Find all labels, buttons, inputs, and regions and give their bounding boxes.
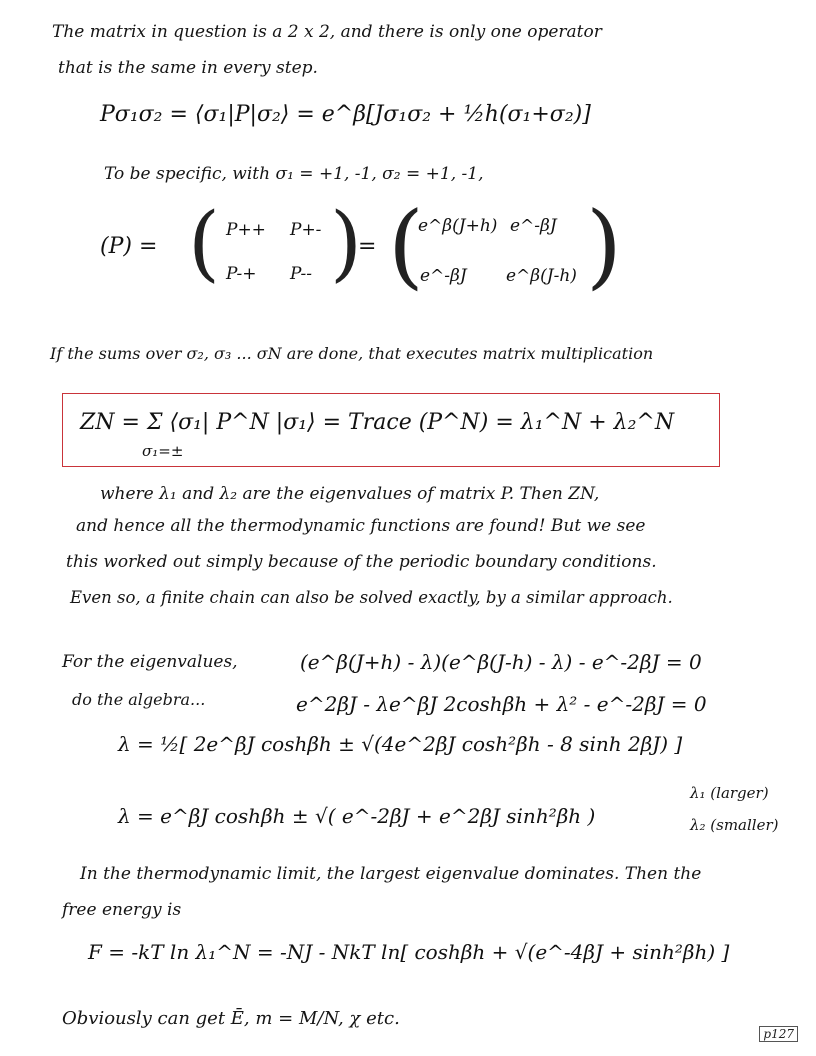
matrix1-cell: P++	[226, 220, 266, 240]
boxed-equation: ZN = Σ ⟨σ₁| P^N |σ₁⟩ = Trace (P^N) = λ₁^N + λ₂^N	[80, 410, 675, 435]
eq-p-definition: Pσ₁σ₂ = ⟨σ₁|P|σ₂⟩ = e^β[Jσ₁σ₂ + ½h(σ₁+σ₂)]	[100, 102, 591, 127]
eig-eq-4: λ = e^βJ coshβh ± √( e^-2βJ + e^2βJ sinh²βh )	[118, 804, 596, 828]
eig-eq-2: e^2βJ - λe^βJ 2coshβh + λ² - e^-2βJ = 0	[296, 692, 707, 716]
eig-eq-1: (e^β(J+h) - λ)(e^β(J-h) - λ) - e^-2βJ = 0	[300, 650, 702, 674]
boxed-sum-subscript: σ₁=±	[142, 442, 184, 460]
matrix1-cell: P+-	[290, 220, 322, 240]
lambda2-smaller: λ₂ (smaller)	[690, 816, 779, 834]
closing-line: Obviously can get Ē, m = M/N, χ etc.	[62, 1008, 400, 1029]
matrix-equals: =	[358, 234, 377, 259]
lambda1-larger: λ₁ (larger)	[690, 784, 769, 802]
intro-line-2: that is the same in every step.	[58, 58, 318, 78]
matrix2-right-paren: )	[586, 192, 622, 299]
matrix2-cell: e^β(J-h)	[506, 266, 577, 286]
eig-label-2: do the algebra...	[72, 690, 206, 709]
para-line-1: where λ₁ and λ₂ are the eigenvalues of matrix P. Then ZN,	[100, 484, 600, 504]
para-line-3: this worked out simply because of the periodic boundary conditions.	[66, 552, 657, 572]
specific-line: To be specific, with σ₁ = +1, -1, σ₂ = +1, -1,	[104, 164, 484, 184]
thermo-line-2: free energy is	[62, 900, 182, 920]
matrix2-cell: e^β(J+h)	[418, 216, 498, 236]
eig-label-1: For the eigenvalues,	[62, 652, 238, 672]
sums-line: If the sums over σ₂, σ₃ ... σN are done, that executes matrix multiplication	[50, 344, 654, 363]
matrix1-left-paren: (	[188, 196, 220, 291]
intro-line-1: The matrix in question is a 2 x 2, and there is only one operator	[52, 22, 602, 42]
thermo-line-1: In the thermodynamic limit, the largest eigenvalue dominates. Then the	[80, 864, 702, 884]
matrix1-right-paren: )	[330, 196, 362, 291]
matrix1-cell: P--	[290, 264, 312, 284]
eig-eq-3: λ = ½[ 2e^βJ coshβh ± √(4e^2βJ cosh²βh - 8 sinh 2βJ) ]	[118, 732, 683, 756]
free-energy-equation: F = -kT ln λ₁^N = -NJ - NkT ln[ coshβh + √(e^-4βJ + sinh²βh) ]	[88, 940, 730, 964]
para-line-2: and hence all the thermodynamic functions are found! But we see	[76, 516, 646, 536]
matrix2-cell: e^-βJ	[420, 266, 467, 286]
matrix1-cell: P-+	[226, 264, 257, 284]
page-number: p127	[759, 1026, 798, 1042]
matrix2-left-paren: (	[388, 192, 424, 299]
matrix2-cell: e^-βJ	[510, 216, 557, 236]
para-line-4: Even so, a finite chain can also be solved exactly, by a similar approach.	[70, 588, 673, 607]
matrix-lhs: (P) =	[100, 234, 158, 259]
